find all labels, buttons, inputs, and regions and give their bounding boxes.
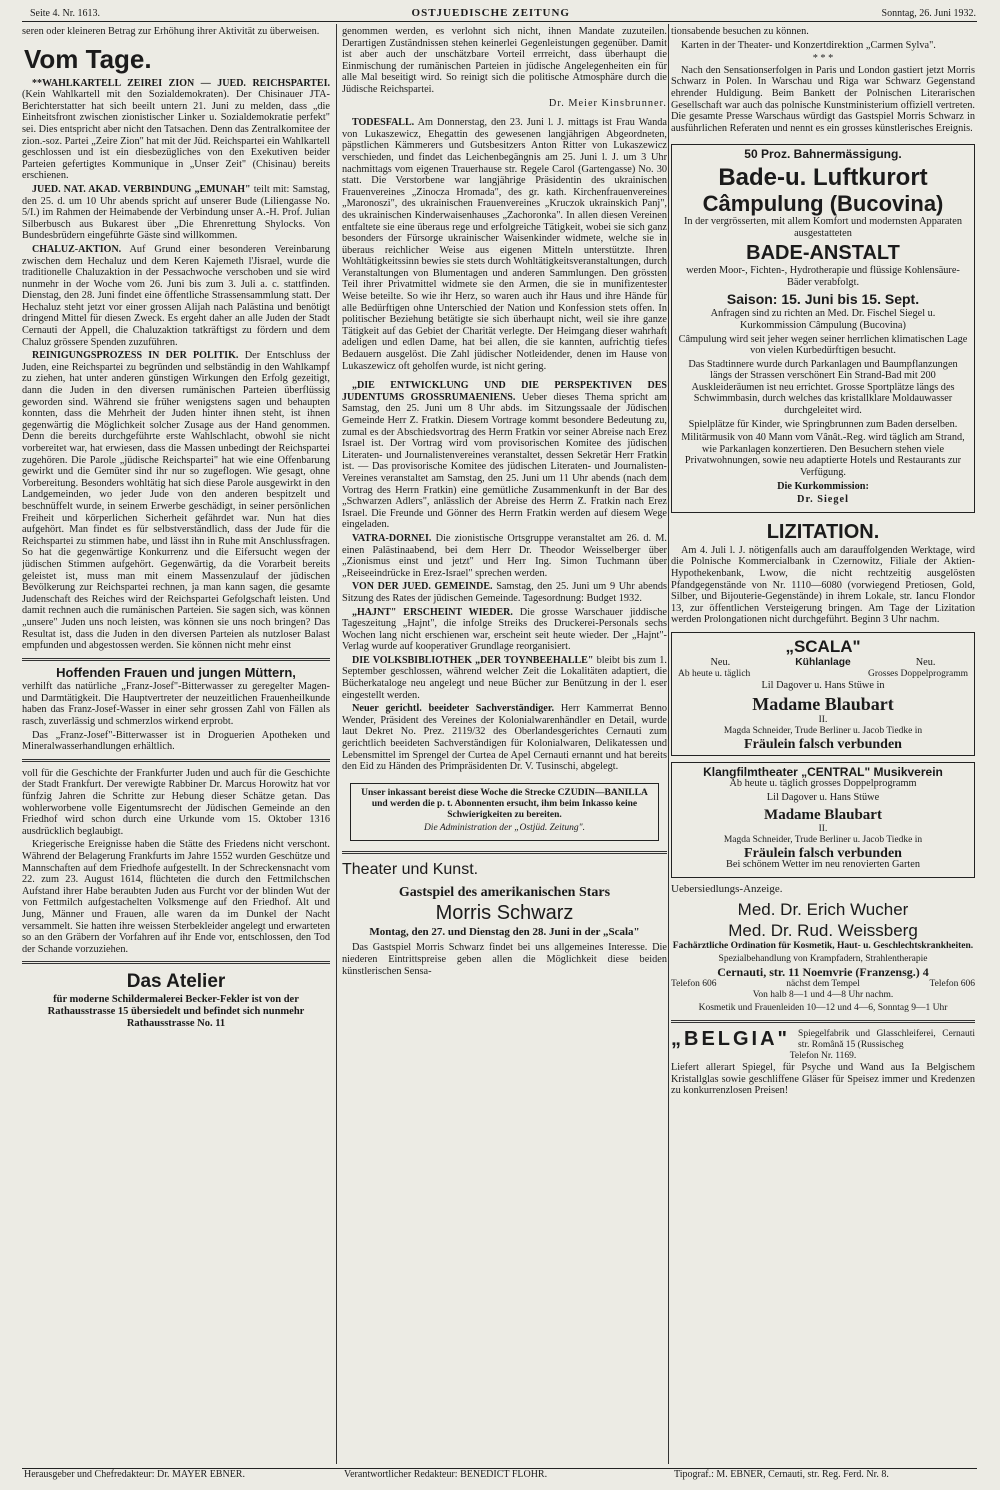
belgia-address: Spiegelfabrik und Glasschleiferei, Cernauti str. Română 15 (Russischeg (798, 1028, 975, 1050)
notice-box-inkassant (350, 783, 659, 841)
belgia-text: Liefert allerart Spiegel, für Psyche und Wand aus Ia Belgischem Kristallglas sowie geschliffene Gläser für Speisez immer und Kredenzen zu konkurrenzlosen Preisen! (671, 1061, 975, 1097)
central-title: Klangfilmtheater „CENTRAL" Musikverein (703, 764, 943, 779)
ad-text: Militärmusik von 40 Mann vom Vânât.-Reg. wird täglich am Strand, wie Parkanlagen konzertieren. Den Besuchern stehen viele Privatwohnungen, sowie neu adaptierte Hotels und Restaurants zur Verfügung. (681, 432, 965, 479)
page-header (30, 6, 976, 20)
ad-text: Câmpulung wird seit jeher wegen seiner herrlichen klimatischen Lage von vielen Kurbedürftigen besucht. (678, 333, 968, 357)
ad-text: Das Stadtinnere wurde durch Parkanlagen und Baumpflanzungen längs der Strassen verschönert Ein Strand-Bad mit 200 Auskleideräumen ist neu errichtet. Grosse Sportplätze längs des Schwimmbasin, durch welches das kristallklare Moldauwasser durchgeleitet wird. (688, 358, 958, 417)
article-hajnt (342, 607, 667, 653)
article-body: Am Donnerstag, den 23. Juni l. J. mittags ist Frau Wanda von Lukaszewicz, Ehegattin des gewesenen langjährigen Abgeordneten, päpstlichen Kämmerers und Gutsbesitzers Anton Ritter von Lukaszewicz verschieden, und findet das Leichenbegängnis am 25. Juni l. J. um 3 Uhr nachmittags vom eigenen Trauerhause str. Regele Carol (Gartengasse) No. 30 statt. Die Verstorbene war langjährige Präsidentin des ukrainischen Frauenvereines „Zinocza Hromada", des gr. kath. Kirchenfrauenvereines „Maronoszi", des ukrainischen Frauenvereines „Kruczok ukrainskich Panj", des ukrainischen Kinderwaisenhauses „Zachoronka". In allen diesen Vereinen entfaltete sie eine überaus rege und erfolgreiche Tätigkeit, wobei sie sich ganz besonders der Fürsorge ukrainischer Waisenkinder widmete, welche sie in überaus reichlicher Weise aus eigenen Mitteln unterstützte. Ihren Wohltätigkeitssinn bewies sie stets durch Wohltätigkeitsveranstaltungen, durch Veranstaltungen von Blumentagen und anderen Sammlungen. Den grössten Teil ihrer Privatmittel widmete sie den Armen, die sie in munifizentester Weise beteilte. So wie ihr Herz, so waren auch ihr Haus und ihre Hände für alle Bedürftigen ohne Unterschied der Nation und Konfession stets offen. In politischer Beziehung betätigte sie sich überhaupt nicht, weil sie ihre ganze Tätigkeit auf das Gebiet der Charität verlegte. Der Heimgang dieser wahrhaft adeligen und edlen Dame, hat bei allen, die sie kannten, aufrichtig tiefes Bedauern ausgelöst. Die Zahl jüdischer Notleidender, denen im Hause von Lukaszewicz oft geholfen wurde, ist nicht gering. (342, 117, 667, 372)
lizitation-title: LIZITATION. (766, 520, 880, 543)
article-sachverstaendiger (342, 703, 667, 773)
ad-title: Das Atelier (126, 971, 226, 993)
article-reinigungsprozess (22, 350, 330, 651)
ad-saison: Saison: 15. Juni bis 15. Sept. (726, 291, 920, 308)
article-body: Die grosse Warschauer jiddische Tageszeitung „Hajnt", die infolge Streiks des Druckerei-Personals sechs Wochen lang nicht erschienen war, erscheint seit heute wieder. Der „Hajnt"-Verlag wurde auf kooperativer Grundlage reorganisiert. (342, 606, 667, 653)
article-heading: „DIE ENTWICKLUNG UND DIE PERSPEKTIVEN DES JUDENTUMS GROSSRUMAENIENS. (342, 380, 667, 403)
footer-printer: Tipograf.: M. EBNER, Cernauti, str. Reg. Ferd. Nr. 8. (674, 1469, 889, 1480)
central-film: Madame Blaubart (764, 806, 882, 823)
page-number: Seite 4. Nr. 1613. (30, 7, 100, 19)
theater-heading: Theater und Kunst. (342, 860, 479, 878)
doctor-name: Med. Dr. Erich Wucher (737, 900, 909, 920)
footer-publisher: Herausgeber und Chefredakteur: Dr. MAYER EBNER. (24, 1469, 245, 1480)
ad-belgia (671, 1029, 975, 1097)
doctor-text: Spezialbehandlung von Krampfadern, Strahlentherapie (718, 954, 928, 965)
article-body: teilt mit: Samstag, den 25. d. um 10 Uhr abends spricht auf unserer Bude (Liliengasse No. 5/I.) im Rahmen der Heimabende der Verbindung unser A.-H. Prof. Julian Silberbusch aus Bukarest über „Die Ehrenrettung Shylocks. Von Bundesbrüdern eingeführte Gäste sind willkommen. (22, 183, 330, 242)
theater-title-2: Morris Schwarz (435, 901, 574, 924)
article-body: Herr Kammerrat Benno Wender, Präsident des Vereines der Kolonialwarenhändler en Detail, wurde laut Dekret No. Prez. 2119/32 des Oberlandesgerichtes Cernauti zum gerichtlich beeideten Sachverständigen für Kolonialwaren, Delikatessen und Lebensmittel im Sprengel der Curtea de Apel Cernauti ernannt und hat bereits den Eid zu Händen des Primpräsidenten Dr. V. Tusinschi, abgelegt. (342, 703, 667, 773)
ad-doctors (671, 899, 975, 1014)
article-todesfall (342, 117, 667, 372)
scala-neu: Neu. (915, 656, 936, 668)
article-body: Der Entschluss der Juden, eine Reichspartei zu begründen und selbständig in den Wahlkampf zu ziehen, hat unter anderen günstigen Wirkungen den Erfolg gezeitigt, dann die Juden in den diversen rumänischen Parteien überflüssig geworden sind. Während sie früher wenigstens sagen und behaupten konnten, dass die Mehrheit der Juden hinter ihnen steht, ist ihnen gegenwärtig die Möglichkeit solcher Zusage aus der Hand genommen. Denn die bereits durchgeführte erste Wahlschlacht, obwohl sie nicht vorbereitet war, hat erwiesen, dass die Massen unbedingt der Reichspartei zugehören. Die Parole „jüdische Reichspartei" hat wie eine Offenbarung gewirkt und die Gemüter sind ihr nur so zugeflogen. Wie gesagt, ohne Vorbereitung. Besonders wohltätig hat sich diese Parole ausgewirkt in den Landgemeinden, wo jeder Jude von den anderen bespitzelt und beschnüffelt wurde, in seinem Erwerbe geschädigt, in seiner persönlichen Freiheit und körperlichen Sicherheit gefährdet war. Nun hat dies aufgehört. Man findet es für selbstverständlich, dass der Jude für die Reichspartei zu stimmen habe, und lässt ihn in Ruhe mit Anschlussfragen. So hat die gegenwärtige Konkurrenz und die Eifersucht wegen der jüdischen Stimmen aufgehört. Gegenwärtig, da die Vorarbeit bereits geleistet ist, muss man mit einem Massenzulauf der jüdischen Bevölkerung zur Reichspartei rechnen, ja man kann sagen, die gesamte Judenschaft des Reiches wird der Reichspartei Gefolgschaft leisten. Und damit rechnen auch die rumänischen Parteien. Sie sagen sich, was können „unsere" Juden uns noch leisten, was können sie uns noch bringen? Das Resultat ist, dass die Juden in den diversen Parteien als nutzloser Balast empfunden und abgestossen werden. Sie können nicht mehr einst (22, 350, 330, 652)
ad-title: Hoffenden Frauen und jungen Müttern, (56, 664, 296, 680)
scala-program-row (678, 669, 968, 680)
central-film-2: Fräulein falsch verbunden (744, 845, 902, 861)
notice-text: Unser inkassant bereist diese Woche die Strecke CZUDIN—BANILLA und werden die p. t. Abonnenten ersucht, ihm beim Inkasso keine Schwierigkeiten zu bereiten. (361, 787, 648, 820)
central-line: Bei schönem Wetter im neu renovierten Garten (726, 859, 920, 871)
central-ii: II. (818, 823, 828, 834)
ad-bahn: 50 Proz. Bahnermässigung. (744, 147, 902, 162)
central-line: Lil Dagover u. Hans Stüwe (766, 791, 880, 803)
ad-signature: Dr. Siegel (797, 494, 849, 506)
doctor-phone: Telefon 606 (929, 978, 975, 989)
scala-neu: Neu. (710, 656, 731, 668)
separator (22, 961, 330, 964)
article-frankfurt-2: Kriegerische Ereignisse haben die Stätte des Friedens nicht verschont. Während der Belagerung Frankfurts im Jahre 1552 wurden Geschütze und Mannschaften auf dem Friedhofe aufgestellt. In der Schreckensnacht vom 22. zum 23. August 1614, flüchteten die durch den Fettmilchschen Aufstand ihrer Habe beraubten Juden aus Furcht vor der blinden Wut der von Fettmilch aufgestachelten Volksmenge auf den Friedhof. Alt und Jung, Männer und Frauen, alle waren da im Dunkel der Nacht versammelt. Sie hatten ihre weissen Sterbekleider angelegt und erwarteten so an den Gräbern der Vorfahren auf ihr Ende vor, entschlossen, den Tod der Schande vorzuziehen. (22, 839, 330, 955)
doctor-phone: Telefon 606 (671, 978, 717, 989)
scala-film: Madame Blaubart (752, 694, 894, 715)
ad-atelier (22, 970, 330, 1029)
scala-line: Lil Dagover u. Hans Stüwe in (761, 679, 885, 691)
article-heading: VON DER JUED. GEMEINDE. (352, 581, 493, 593)
doctor-phone-row (671, 979, 975, 990)
page-date: Sonntag, 26. Juni 1932. (881, 7, 976, 19)
doctor-hours-2: Kosmetik und Frauenleiden 10—12 und 4—6, Sonntag 9—1 Uhr (698, 1002, 948, 1013)
article-morris-schwarz: Nach den Sensationserfolgen in Paris und London gastiert jetzt Morris Schwarz in Polen. In Warschau und Riga war Schwarz Gegenstand ehrender Huldigung. Beim Bankett der Polnischen Literarischen Gesellschaft war auch das polnische Kunstministerium offiziell vertreten. Die gesamte Presse Warschaus würdigt das Gastspiel Morris Schwarz in ausführlichen Referaten und nennt es ein grosses künstlerisches Ereignis. (671, 64, 975, 134)
article-heading: „HAJNT" ERSCHEINT WIEDER. (352, 606, 513, 618)
scala-film-2: Fräulein falsch verbunden (744, 737, 902, 753)
article-chaluz (22, 244, 330, 348)
ad-bade-place: Câmpulung (Bucovina) (702, 190, 944, 216)
doctor-location: nächst dem Tempel (786, 978, 860, 989)
column-divider-1 (336, 24, 337, 1464)
header-rule (22, 21, 977, 22)
ad-text: werden Moor-, Fichten-, Hydrotherapie und flüssige Kohlensäure-Bäder verabfolgt. (686, 265, 960, 288)
lizitation-text: Am 4. Juli l. J. nötigenfalls auch am darauffolgenden Werktage, wird die Polnische Kommercialbank in Czernowitz, Filiale der Aktien-Hypothekenbank, Lwow, die nicht rechtzeitig ausgelösten Pfandgegenstände von Nr. 1110—6080 (vorwiegend Pretiosen, Gold, Silber, und Bijouterie-Gegenstände) in ihrem Lokale, str. Iancu Flondor 13, zur öffentlichen Versteigerung bringen. Am Tage der Lizitation werden Prolongationen nicht durchgeführt. Beginn 3 Uhr nachm. (671, 544, 975, 626)
theater-title-1: Gastspiel des amerikanischen Stars (398, 884, 611, 900)
article-heading: Neuer gerichtl. beeideter Sachverständiger. (352, 703, 555, 715)
notice-signature: Die Administration der „Ostjüd. Zeitung". (423, 822, 586, 833)
scala-title: „SCALA" (785, 636, 861, 656)
article-heading: CHALUZ-AKTION. (32, 243, 122, 255)
footer-editor: Verantwortlicher Redakteur: BENEDICT FLOHR. (344, 1469, 548, 1480)
ad-text: Spielplätze für Kinder, wie Springbrunnen zum Baden derselben. (688, 418, 958, 430)
ad-text-2: Das „Franz-Josef"-Bitterwasser ist in Droguerien Apotheken und Mineralwasserhandlungen erhältlich. (22, 729, 330, 753)
ad-bade-anstalt: BADE-ANSTALT (746, 242, 900, 265)
doctor-hours: Von halb 8—1 und 4—8 Uhr nachm. (752, 989, 894, 1000)
article-body: (Kein Wahlkartell mit den Sozialdemokraten). Der Chisinauer JTA-Berichterstatter hat sich beeilt untern 21. Juni zu melden, dass „die Einheitsfront zwischen zionistischer Linker u. Sozialdemokratie perfekt" sei. Dies entspricht aber nicht den Tatsachen. Denn das Zentralkomitee der zion.-soz. Partei „Zeire Zion" hat mit der Jüd. Reichspartei ein Wahlkartell geschlossen und ist ein diesbezügliches von den Exekutiven beider Parteien gefertigtes Kommunique in „Unser Zeit" (Chisinau) bereits erschienen. (22, 89, 330, 182)
belgia-phone: Telefon Nr. 1169. (789, 1050, 857, 1061)
article-heading: **WAHLKARTELL ZEIREI ZION — JUED. REICHSPARTEI. (32, 77, 330, 89)
section-title-vom-tage: Vom Tage. (24, 43, 152, 74)
separator (342, 851, 667, 854)
article-body: Ueber dieses Thema spricht am Samstag, den 25. Juni um 8 Uhr abds. im Sitzungssaale der Jüdischen Gemeinde Herr Z. Fratkin. Diesem Vortrage kommt besondere Bedeutung zu, zumal es der Abschiedsvortrag des Herrn Fratkin vor seiner Abreise nach Erez Israel ist. Der Vortrag wird vom provisorischen Komitee des jüdischen Literaten- und Journalistenvereines veranstaltet, dessen Sekretär Herr Fratkin ist. — Das provisorische Komitee des jüdischen Literaten- und Journalisten-Vereines veranstaltet am Samstag, den 25. Juni um 11 Uhr abends (nach dem Vortrag des Herrn Fratkin) eine gemütliche Zusammenkunft in der Bar des „Schwarzen Adlers", anlässlich der Abreise des Herrn Z. Fratkin nach Erez Israel. Die Freunde und Gönner des Herrn Fratkin werden auf diesem Wege eingeladen. (342, 391, 667, 531)
ad-central (671, 762, 975, 878)
article-body: Samstag, den 25. Juni um 9 Uhr abends Sitzung des Rates der jüdischen Gemeinde. Tagesordnung: Budget 1932. (342, 581, 667, 604)
scala-kuehl: Kühlanlage (795, 656, 851, 668)
belgia-row (671, 1029, 975, 1051)
ad-text: Die Kurkommission: (777, 480, 869, 492)
column-3 (671, 26, 975, 1466)
article-heading: REINIGUNGSPROZESS IN DER POLITIK. (32, 350, 239, 362)
theater-section (342, 860, 667, 977)
ad-bade-title: Bade-u. Luftkurort (718, 163, 928, 191)
separator (671, 1020, 975, 1023)
scala-line: Grosses Doppelprogramm (868, 668, 968, 679)
ad-scala (671, 632, 975, 756)
article-emunah (22, 184, 330, 242)
ad-text: In der vergrösserten, mit allem Komfort und modernsten Apparaten ausgestatteten (683, 215, 963, 239)
article-frankfurt: voll für die Geschichte der Frankfurter Juden und auch für die Geschichte der Stadt Frankfurt. Der verewigte Rabbiner Dr. Marcus Horowitz hat vor fünfzig Jahren die Schritte zur Hebung dieser Schätze getan. Das wohlerworbene volle Eigentumsrecht der Jüdischen Gemeinde an den Friedhof wird schon durch eine Urkunde vom 15. Oktober 1316 ausdrücklich beglaubigt. (22, 767, 330, 837)
article-continuation: genommen werden, es verlohnt sich nicht, ihnen Mandate zuzuteilen. Derartigen Zuständnissen stehen keinerlei Gegenleistungen gegenüber. Damit ist aber auch der unschätzbare Vorteil errreicht, dass überhaupt die Einmischung der rumänischen Parteien in jüdische Angelegenheiten ein für alle Mal beseitigt wird. So reinigt sich die politische Atmosphäre durch die Jüdische Reichspartei. (342, 26, 667, 95)
doctor-address: Cernauti, str. 11 Noemvrie (Franzensg.) 4 (717, 965, 929, 980)
theater-text: Das Gastspiel Morris Schwarz findet bei uns allgemeines Interesse. Die niederen Eintrittspreise geben allen die Möglichkeit diese beiden künstlerischen Sensa- (342, 942, 667, 977)
ad-text: für moderne Schildermalerei Becker-Fekler ist von der Rathausstrasse 15 übersiedelt und befindet sich nunmehr Rathausstrasse No. 11 (47, 994, 305, 1029)
column-divider-2 (668, 24, 669, 1464)
scala-ii: II. (818, 715, 828, 726)
article-continuation: tionsabende besuchen zu können. (671, 26, 809, 37)
article-karten: Karten in der Theater- und Konzertdirektion „Carmen Sylva". (681, 39, 936, 51)
newspaper-title: OSTJUEDISCHE ZEITUNG (411, 7, 570, 19)
theater-date: Montag, den 27. und Dienstag den 28. Juni in der „Scala" (369, 925, 640, 938)
doctor-name: Med. Dr. Rud. Weissberg (728, 921, 918, 941)
article-entwicklung (342, 380, 667, 531)
column-1 (22, 26, 330, 1466)
separator (22, 658, 330, 661)
stars-divider: * * * (812, 53, 834, 65)
article-body: Auf Grund einer besonderen Vereinbarung zwischen dem Hechaluz und dem Keren Kajemeth l'Jisrael, wurde die traditionelle Chaluzaktion in der Pessachwoche verschoben und sie wird nunmehr in der Woche vom 26. Juni bis zum 3. Juli a. c. stattfinden. Dienstag, den 28. Juni findet eine öffentliche Strassensammlung statt. Der Hechaluz steht jetzt vor einer grossen Alijah nach Palästina und benötigt dringend Mittel für diesen Zweck. Es ergeht daher an alle Juden der Stadt Cernauti der Appell, die Chaluzaktion tatkräftigst zu fördern und dem Chaluz grössere Spenden zuzuführen. (22, 243, 330, 348)
column-1-intro: seren oder kleineren Betrag zur Erhöhung ihrer Aktivität zu überweisen. (22, 26, 320, 37)
article-heading: VATRA-DORNEI. (352, 532, 432, 544)
article-heading: TODESFALL. (352, 117, 415, 129)
article-wahlkartell (22, 78, 330, 182)
article-body: bleibt bis zum 1. September geschlossen, während welcher Zeit die Lokalitäten adaptiert, die Bücherkataloge neu angelegt und neue Bücher zur Benützung in der l. eser eingestellt werden. (342, 654, 667, 701)
article-heading: JUED. NAT. AKAD. VERBINDUNG „EMUNAH" (32, 183, 251, 195)
article-volksbibliothek (342, 655, 667, 701)
ad-text: verhilft das natürliche „Franz-Josef"-Bitterwasser zu geregelter Magen- und Darmtätigkeit. Die Hauptvertreter der neuzeitlichen Frauenheilkunde haben das Franz-Josef-Wasser in einer sehr grossen Zahl von Fällen als rasch, zuverlässig und schmerzlos wirkend erprobt. (22, 681, 330, 728)
scala-line: Ab heute u. täglich (678, 668, 751, 679)
article-heading: DIE VOLKSBIBLIOTHEK „DER TOYNBEEHALLE" (352, 654, 594, 666)
article-vatra-dornei (342, 533, 667, 579)
uebersiedlung-heading: Uebersiedlungs-Anzeige. (671, 882, 783, 895)
scala-kuehl-row (678, 657, 968, 669)
central-line: Magda Schneider, Trude Berliner u. Jacob Tiedke in (723, 834, 923, 845)
central-line: Ab heute u. täglich grosses Doppelprogramm (729, 778, 917, 790)
column-2 (342, 26, 667, 1466)
doctor-text: Fachärztliche Ordination für Kosmetik, Haut- u. Geschlechtskrankheiten. (672, 941, 974, 952)
scala-line: Magda Schneider, Trude Berliner u. Jacob Tiedke in (723, 726, 923, 737)
separator (22, 759, 330, 762)
article-signature: Dr. Meier Kinsbrunner. (548, 97, 667, 109)
belgia-title: „BELGIA" (671, 1028, 791, 1051)
ad-text: Anfragen sind zu richten an Med. Dr. Fischel Siegel u. Kurkommission Câmpulung (Bucovina) (710, 308, 936, 331)
ad-campulung (671, 144, 975, 512)
article-gemeinde (342, 581, 667, 604)
ad-franz-josef (22, 664, 330, 753)
article-body: Die zionistische Ortsgruppe veranstaltet am 26. d. M. einen Palästinaabend, bei dem Herr Dr. Theodor Weisselberger über „Zionismus einst und jetzt" und Herr Ing. Simon Tuchmann über „Reiseeindrücke in Erez-Israel" sprechen werden. (342, 532, 667, 579)
